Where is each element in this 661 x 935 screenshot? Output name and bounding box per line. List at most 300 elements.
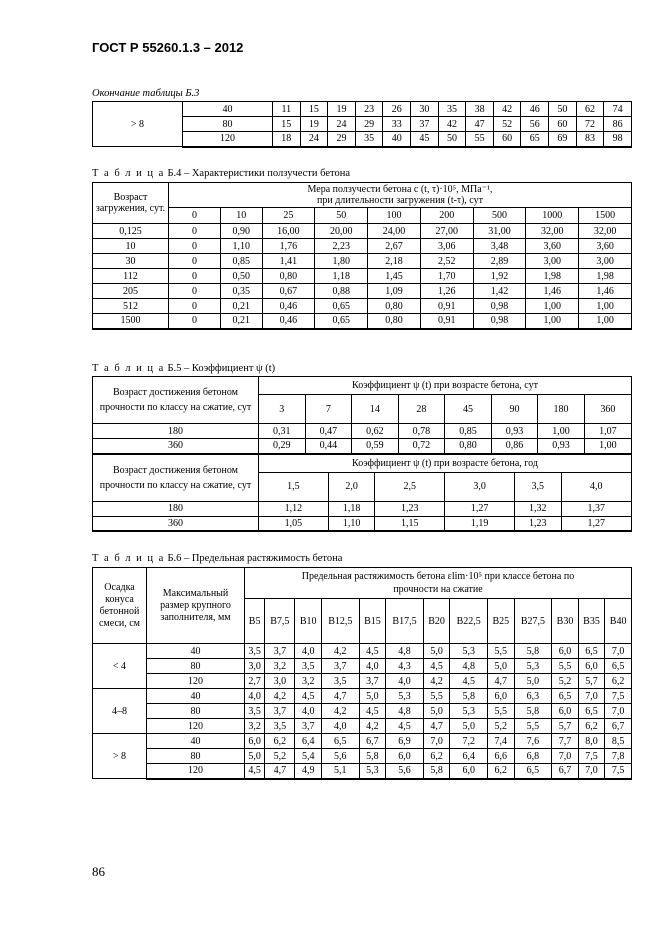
- table-cell: 86: [604, 117, 632, 132]
- table-cell: 5,0: [423, 644, 449, 659]
- table-cell: 23: [355, 102, 383, 117]
- table-cell: 0,90: [221, 224, 263, 239]
- table-cell: 0,72: [398, 439, 445, 454]
- table-cell: 8,0: [578, 734, 604, 749]
- row-label: 112: [93, 269, 169, 284]
- table-cell: 55: [466, 132, 494, 147]
- table-cell: 20,00: [315, 224, 368, 239]
- table-cell: 1,37: [561, 501, 631, 516]
- row-label: 120: [147, 719, 245, 734]
- table-b3-caption: Окончание таблицы Б.3: [92, 88, 200, 99]
- table-cell: 98: [604, 132, 632, 147]
- table-cell: 5,0: [245, 749, 265, 764]
- table-cell: 5,7: [578, 674, 604, 689]
- table-cell: 5,5: [488, 704, 514, 719]
- table-cell: 46: [521, 102, 549, 117]
- table-cell: 7,5: [578, 749, 604, 764]
- table-cell: 4,5: [245, 764, 265, 779]
- table-cell: 4,2: [321, 644, 359, 659]
- column-header: 3: [259, 395, 306, 424]
- table-cell: 4,0: [359, 659, 385, 674]
- table-cell: 5,8: [514, 704, 552, 719]
- table-cell: 7,0: [578, 764, 604, 779]
- table-cell: 29: [328, 132, 356, 147]
- table-cell: 45: [411, 132, 439, 147]
- table-b6-caption: [92, 553, 342, 564]
- table-row: [93, 719, 632, 734]
- table-cell: 1,00: [526, 299, 579, 314]
- table-b6-group-header: [245, 568, 632, 599]
- table-cell: 1,19: [445, 516, 515, 531]
- column-header: B22,5: [450, 599, 488, 644]
- table-cell: 0,46: [262, 314, 315, 329]
- table-cell: 0,35: [221, 284, 263, 299]
- table-cell: 0: [169, 269, 221, 284]
- table-row: [93, 659, 632, 674]
- column-header: B17,5: [386, 599, 424, 644]
- table-b3: [92, 101, 632, 148]
- table-cell: 33: [383, 117, 411, 132]
- table-cell: 26: [383, 102, 411, 117]
- table-cell: 6,5: [578, 704, 604, 719]
- table-cell: 0,29: [259, 439, 306, 454]
- table-cell: 3,7: [321, 659, 359, 674]
- table-cell: 50: [549, 102, 577, 117]
- table-cell: 35: [438, 102, 466, 117]
- table-cell: 0,80: [262, 269, 315, 284]
- column-header: 25: [262, 208, 315, 224]
- table-cell: 47: [466, 117, 494, 132]
- table-b6-header-line2: прочности на сжатие: [393, 584, 483, 595]
- table-cell: 42: [493, 102, 521, 117]
- column-header: B35: [578, 599, 604, 644]
- table-cell: 5,3: [359, 764, 385, 779]
- table-cell: 1,00: [579, 314, 632, 329]
- table-cell: 56: [521, 117, 549, 132]
- table-b4-header-line2: при длительности загружения (t-τ), сут: [317, 195, 483, 206]
- table-cell: 5,5: [423, 689, 449, 704]
- table-cell: 5,1: [321, 764, 359, 779]
- table-row: [93, 284, 632, 299]
- table-cell: 5,8: [423, 764, 449, 779]
- table-cell: 7,5: [605, 689, 632, 704]
- table-cell: 4,2: [359, 719, 385, 734]
- column-group-header: Коэффициент ψ (t) при возрасте бетона, сут: [259, 377, 632, 395]
- table-cell: 6,2: [578, 719, 604, 734]
- table-cell: 3,0: [265, 674, 295, 689]
- table-cell: 0,46: [262, 299, 315, 314]
- row-label: 120: [183, 132, 273, 147]
- table-cell: 5,5: [514, 719, 552, 734]
- table-cell: 24: [300, 132, 328, 147]
- table-cell: 2,18: [368, 254, 421, 269]
- table-cell: 5,3: [386, 689, 424, 704]
- column-header: B5: [245, 599, 265, 644]
- table-b6-col2-header: Максимальный размер крупного заполнителя, мм: [147, 568, 245, 644]
- table-cell: 5,8: [514, 644, 552, 659]
- table-cell: 1,26: [420, 284, 473, 299]
- table-cell: 0: [169, 224, 221, 239]
- table-b5-caption: [92, 363, 275, 374]
- table-cell: 0,65: [315, 314, 368, 329]
- row-label: 512: [93, 299, 169, 314]
- table-b6-caption-text: Б.6 – Предельная растяжимость бетона: [167, 553, 343, 564]
- table-row: [93, 239, 632, 254]
- table-cell: 3,7: [359, 674, 385, 689]
- table-cell: 16,00: [262, 224, 315, 239]
- table-cell: 0,67: [262, 284, 315, 299]
- column-header: B12,5: [321, 599, 359, 644]
- column-header: 7: [305, 395, 352, 424]
- table-cell: 0,31: [259, 424, 306, 439]
- column-header: 3,5: [515, 472, 562, 501]
- table-cell: 3,5: [265, 719, 295, 734]
- row-label: 40: [147, 689, 245, 704]
- table-row: [93, 674, 632, 689]
- table-cell: 8,5: [605, 734, 632, 749]
- table-cell: 5,2: [552, 674, 578, 689]
- table-cell: 5,6: [386, 764, 424, 779]
- table-cell: 5,5: [488, 644, 514, 659]
- row-label: 10: [93, 239, 169, 254]
- table-cell: 19: [300, 117, 328, 132]
- table-cell: 0,44: [305, 439, 352, 454]
- row-label: 120: [147, 674, 245, 689]
- table-cell: 0,98: [473, 314, 526, 329]
- row-label: 180: [93, 424, 259, 439]
- table-cell: 52: [493, 117, 521, 132]
- table-cell: 3,00: [526, 254, 579, 269]
- table-cell: 3,5: [245, 644, 265, 659]
- column-header: B40: [605, 599, 632, 644]
- header-row: [93, 454, 632, 473]
- row-label: 1500: [93, 314, 169, 329]
- table-cell: 0,21: [221, 299, 263, 314]
- column-group-header: Коэффициент ψ (t) при возрасте бетона, год: [259, 454, 632, 473]
- table-cell: 4,8: [450, 659, 488, 674]
- table-cell: 6,8: [514, 749, 552, 764]
- table-cell: 15: [300, 102, 328, 117]
- table-cell: 60: [493, 132, 521, 147]
- table-cell: 18: [273, 132, 301, 147]
- page-number: 86: [92, 864, 105, 879]
- table-row: [93, 516, 632, 531]
- table-row: [93, 734, 632, 749]
- row-group-label: 4–8: [93, 689, 147, 734]
- table-cell: 4,5: [386, 719, 424, 734]
- row-header: Возраст достижения бетоном прочности по классу на сжатие, сут: [93, 377, 259, 424]
- table-row: [93, 501, 632, 516]
- table-cell: 0,80: [445, 439, 492, 454]
- table-cell: 3,7: [295, 719, 321, 734]
- table-cell: 1,00: [526, 314, 579, 329]
- table-b4: [92, 182, 632, 330]
- table-cell: 1,07: [584, 424, 631, 439]
- row-header: Возраст достижения бетоном прочности по классу на сжатие, сут: [93, 454, 259, 502]
- table-cell: 6,5: [552, 689, 578, 704]
- table-cell: 0,80: [368, 314, 421, 329]
- table-cell: 3,48: [473, 239, 526, 254]
- table-cell: 5,3: [450, 704, 488, 719]
- table-cell: 3,5: [245, 704, 265, 719]
- table-b4-col1-header: Возраст загружения, сут.: [93, 183, 169, 224]
- column-header: 360: [584, 395, 631, 424]
- column-header: B27,5: [514, 599, 552, 644]
- table-cell: 1,23: [375, 501, 445, 516]
- row-label: 80: [147, 659, 245, 674]
- table-cell: 6,0: [386, 749, 424, 764]
- table-cell: 0,65: [315, 299, 368, 314]
- table-row: [93, 704, 632, 719]
- table-cell: 0,78: [398, 424, 445, 439]
- row-label: 80: [147, 704, 245, 719]
- table-cell: 6,9: [386, 734, 424, 749]
- table-cell: 1,18: [328, 501, 375, 516]
- table-cell: 72: [576, 117, 604, 132]
- table-cell: 7,5: [605, 764, 632, 779]
- table-row: [93, 254, 632, 269]
- column-header: 50: [315, 208, 368, 224]
- table-cell: 1,70: [420, 269, 473, 284]
- table-cell: 5,0: [514, 674, 552, 689]
- table-cell: 4,5: [295, 689, 321, 704]
- table-cell: 1,98: [526, 269, 579, 284]
- column-header: 90: [491, 395, 538, 424]
- table-row: [93, 439, 632, 454]
- table-b5: [92, 376, 632, 532]
- table-row: [93, 314, 632, 329]
- table-cell: 4,7: [321, 689, 359, 704]
- row-group-label: < 4: [93, 644, 147, 689]
- table-cell: 1,15: [375, 516, 445, 531]
- table-cell: 27,00: [420, 224, 473, 239]
- table-cell: 6,6: [488, 749, 514, 764]
- table-b6-caption-prefix: Т а б л и ц а: [92, 553, 165, 564]
- column-header: 1000: [526, 208, 579, 224]
- table-b4-caption-prefix: Т а б л и ц а: [92, 168, 165, 179]
- column-header: 14: [352, 395, 399, 424]
- table-cell: 6,0: [552, 704, 578, 719]
- table-cell: 4,8: [386, 704, 424, 719]
- table-cell: 6,0: [245, 734, 265, 749]
- table-cell: 6,5: [514, 764, 552, 779]
- column-header: 1500: [579, 208, 632, 224]
- table-row: [93, 299, 632, 314]
- table-cell: 7,0: [605, 704, 632, 719]
- column-header: B30: [552, 599, 578, 644]
- table-cell: 0,47: [305, 424, 352, 439]
- table-cell: 7,7: [552, 734, 578, 749]
- table-cell: 50: [438, 132, 466, 147]
- table-cell: 7,0: [605, 644, 632, 659]
- table-b4-header-line1: Мера ползучести бетона c (t, τ)·10⁵, МПа⁻¹,: [307, 184, 493, 195]
- table-cell: 1,41: [262, 254, 315, 269]
- table-cell: 29: [355, 117, 383, 132]
- column-header: 28: [398, 395, 445, 424]
- table-cell: 0,85: [445, 424, 492, 439]
- table-cell: 4,5: [359, 704, 385, 719]
- table-cell: 4,7: [488, 674, 514, 689]
- table-row: [93, 269, 632, 284]
- table-cell: 1,98: [579, 269, 632, 284]
- table-cell: 0,80: [368, 299, 421, 314]
- table-row: [93, 102, 632, 117]
- table-cell: 4,5: [359, 644, 385, 659]
- table-cell: 0,86: [491, 439, 538, 454]
- table-b4-group-header: [169, 183, 632, 208]
- table-cell: 62: [576, 102, 604, 117]
- table-cell: 1,45: [368, 269, 421, 284]
- table-cell: 35: [355, 132, 383, 147]
- table-cell: 1,10: [221, 239, 263, 254]
- table-cell: 2,89: [473, 254, 526, 269]
- table-cell: 2,52: [420, 254, 473, 269]
- table-cell: 5,0: [488, 659, 514, 674]
- table-cell: 6,7: [552, 764, 578, 779]
- table-cell: 3,60: [579, 239, 632, 254]
- column-header: 4,0: [561, 472, 631, 501]
- table-b4-caption: [92, 168, 350, 179]
- table-cell: 1,18: [315, 269, 368, 284]
- table-cell: 4,7: [423, 719, 449, 734]
- table-cell: 0: [169, 254, 221, 269]
- table-cell: 1,46: [579, 284, 632, 299]
- table-cell: 32,00: [526, 224, 579, 239]
- row-label: 30: [93, 254, 169, 269]
- table-cell: 3,0: [245, 659, 265, 674]
- table-cell: 40: [383, 132, 411, 147]
- table-cell: 74: [604, 102, 632, 117]
- row-label: 360: [93, 439, 259, 454]
- table-cell: 0: [169, 299, 221, 314]
- table-cell: 4,5: [450, 674, 488, 689]
- table-cell: 3,7: [265, 704, 295, 719]
- table-cell: 3,2: [245, 719, 265, 734]
- table-cell: 0,59: [352, 439, 399, 454]
- table-cell: 31,00: [473, 224, 526, 239]
- table-cell: 24: [328, 117, 356, 132]
- table-cell: 6,4: [450, 749, 488, 764]
- table-cell: 4,5: [423, 659, 449, 674]
- table-row: [93, 224, 632, 239]
- table-cell: 1,00: [584, 439, 631, 454]
- column-header: B7,5: [265, 599, 295, 644]
- table-cell: 5,3: [450, 644, 488, 659]
- column-header: 10: [221, 208, 263, 224]
- table-cell: 15: [273, 117, 301, 132]
- row-label: 40: [183, 102, 273, 117]
- column-header: 200: [420, 208, 473, 224]
- row-label: 80: [183, 117, 273, 132]
- table-cell: 6,5: [321, 734, 359, 749]
- table-cell: 2,23: [315, 239, 368, 254]
- table-cell: 0,85: [221, 254, 263, 269]
- table-cell: 7,0: [578, 689, 604, 704]
- table-b5-caption-prefix: Т а б л и ц а: [92, 363, 165, 374]
- table-cell: 4,0: [386, 674, 424, 689]
- column-header: 45: [445, 395, 492, 424]
- table-cell: 1,92: [473, 269, 526, 284]
- table-cell: 0,93: [491, 424, 538, 439]
- table-cell: 6,2: [605, 674, 632, 689]
- table-cell: 0,62: [352, 424, 399, 439]
- table-cell: 5,5: [552, 659, 578, 674]
- table-cell: 24,00: [368, 224, 421, 239]
- row-label: 0,125: [93, 224, 169, 239]
- table-row: [93, 764, 632, 779]
- table-b6-col1-header: Осадка конуса бетонной смеси, см: [93, 568, 147, 644]
- table-cell: 5,6: [321, 749, 359, 764]
- table-cell: 3,60: [526, 239, 579, 254]
- column-header: B10: [295, 599, 321, 644]
- table-b4-caption-text: Б.4 – Характеристики ползучести бетона: [167, 168, 350, 179]
- table-cell: 0,88: [315, 284, 368, 299]
- table-cell: 1,27: [561, 516, 631, 531]
- table-cell: 3,5: [321, 674, 359, 689]
- table-cell: 5,7: [552, 719, 578, 734]
- table-cell: 4,0: [295, 644, 321, 659]
- table-cell: 3,00: [579, 254, 632, 269]
- table-cell: 3,7: [265, 644, 295, 659]
- table-cell: 3,2: [265, 659, 295, 674]
- table-cell: 83: [576, 132, 604, 147]
- table-cell: 1,76: [262, 239, 315, 254]
- table-cell: 6,5: [578, 644, 604, 659]
- table-cell: 6,0: [552, 644, 578, 659]
- table-cell: 0: [169, 314, 221, 329]
- table-cell: 5,3: [514, 659, 552, 674]
- table-cell: 42: [438, 117, 466, 132]
- table-cell: 4,2: [321, 704, 359, 719]
- table-cell: 38: [466, 102, 494, 117]
- row-label: 120: [147, 764, 245, 779]
- table-cell: 4,2: [423, 674, 449, 689]
- table-cell: 4,0: [295, 704, 321, 719]
- row-group-label: > 8: [93, 102, 183, 147]
- table-cell: 0,93: [538, 439, 585, 454]
- table-cell: 0,91: [420, 314, 473, 329]
- table-cell: 32,00: [579, 224, 632, 239]
- column-header: 500: [473, 208, 526, 224]
- table-cell: 6,0: [578, 659, 604, 674]
- table-cell: 6,5: [605, 659, 632, 674]
- table-cell: 6,0: [488, 689, 514, 704]
- column-header: 2,0: [328, 472, 375, 501]
- table-cell: 1,00: [538, 424, 585, 439]
- table-cell: 7,8: [605, 749, 632, 764]
- table-cell: 6,2: [265, 734, 295, 749]
- row-label: 40: [147, 644, 245, 659]
- table-cell: 3,2: [295, 674, 321, 689]
- table-cell: 1,12: [259, 501, 329, 516]
- table-cell: 1,27: [445, 501, 515, 516]
- row-label: 205: [93, 284, 169, 299]
- table-cell: 0: [169, 284, 221, 299]
- table-cell: 0,21: [221, 314, 263, 329]
- table-cell: 4,9: [295, 764, 321, 779]
- table-cell: 1,09: [368, 284, 421, 299]
- table-cell: 7,0: [552, 749, 578, 764]
- table-cell: 4,0: [321, 719, 359, 734]
- table-cell: 1,46: [526, 284, 579, 299]
- document-header: ГОСТ Р 55260.1.3 – 2012: [92, 40, 244, 55]
- row-label: 40: [147, 734, 245, 749]
- table-cell: 5,0: [450, 719, 488, 734]
- row-label: 80: [147, 749, 245, 764]
- table-cell: 6,7: [359, 734, 385, 749]
- table-cell: 30: [411, 102, 439, 117]
- table-cell: 7,2: [450, 734, 488, 749]
